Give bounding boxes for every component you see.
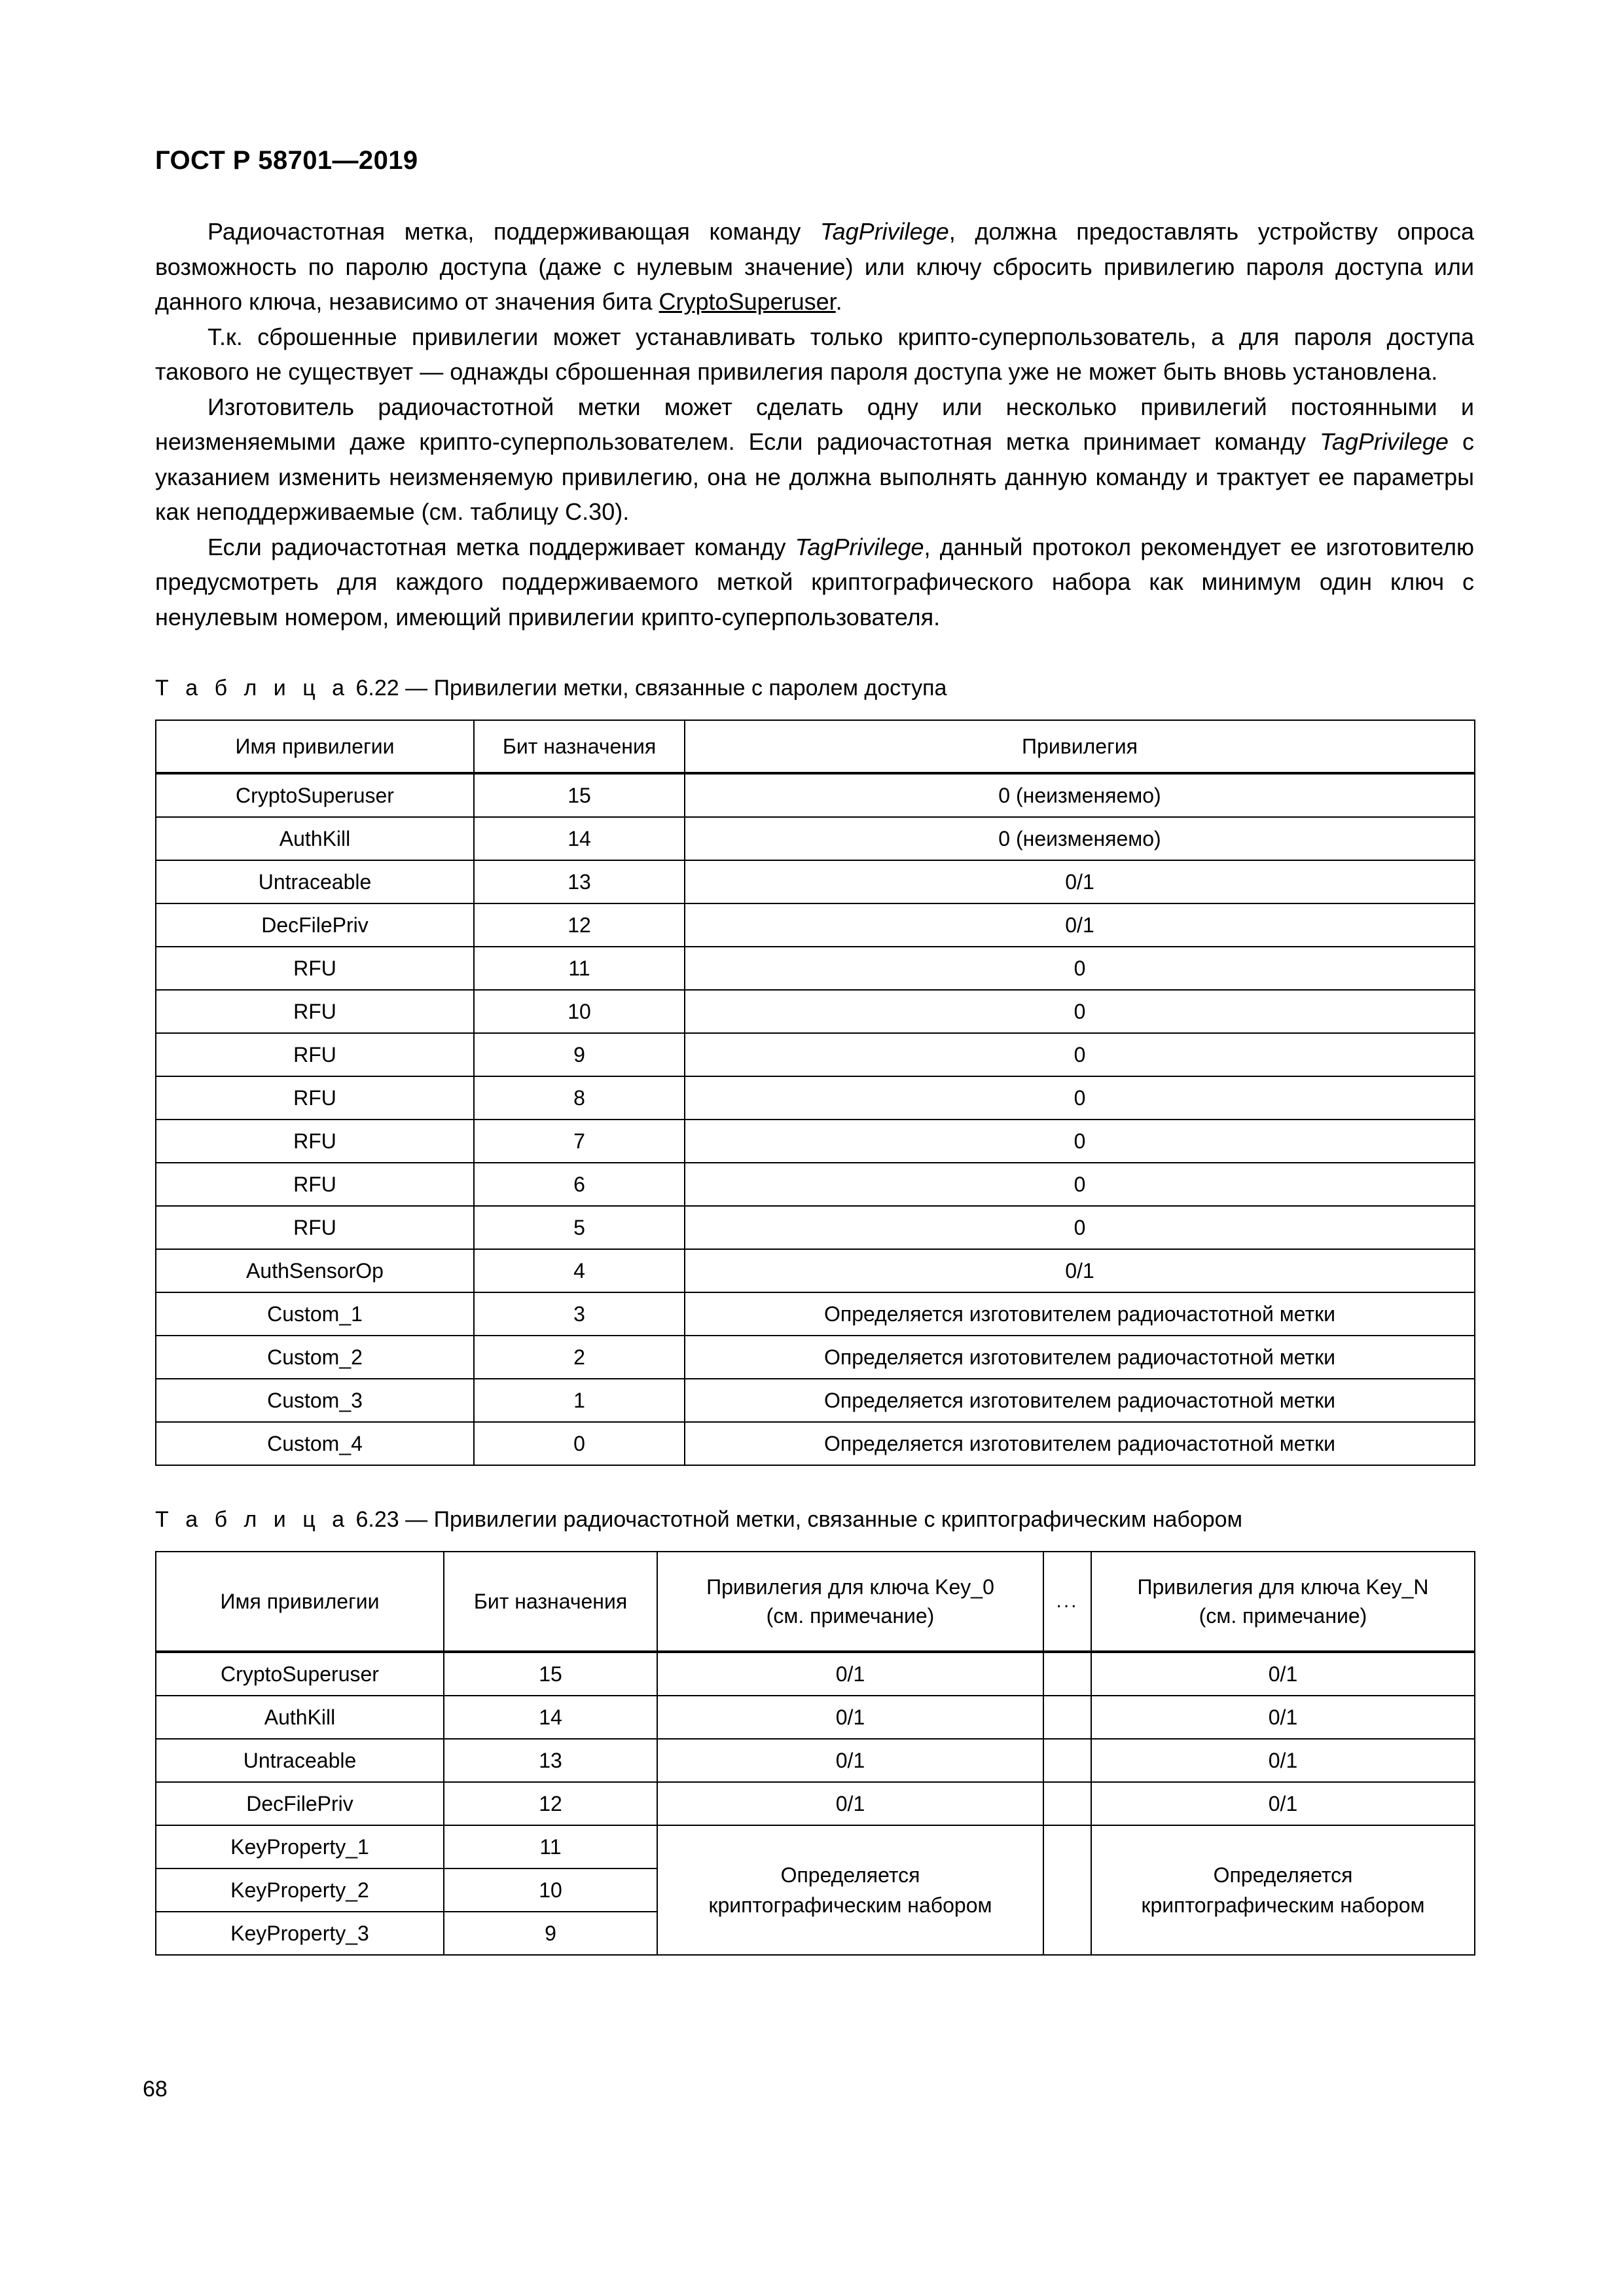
table-row: [156, 1292, 1475, 1336]
keyn-merged-value-cell: [1091, 1825, 1475, 1955]
privilege-value-cell: 0/1: [685, 1249, 1475, 1292]
bit-number-cell: 3: [474, 1292, 685, 1336]
privilege-name-cell: KeyProperty_1: [156, 1825, 444, 1868]
privilege-name-cell: CryptoSuperuser: [156, 773, 474, 817]
key0-value-cell: 0/1: [657, 1782, 1043, 1825]
table-623-caption-label: Т а б л и ц а: [155, 1507, 350, 1532]
privilege-name-cell: CryptoSuperuser: [156, 1652, 444, 1696]
bit-number-cell: 7: [474, 1120, 685, 1163]
privilege-name-cell: RFU: [156, 990, 474, 1033]
key0-merged-line1: Определяется: [780, 1863, 920, 1887]
privilege-name-cell: Custom_3: [156, 1379, 474, 1422]
privilege-value-cell: 0 (неизменяемо): [685, 773, 1475, 817]
ellipsis-spacer-cell: [1043, 1739, 1091, 1782]
table-623-header-key0: [657, 1552, 1043, 1652]
privilege-name-cell: DecFilePriv: [156, 1782, 444, 1825]
privilege-value-cell: 0: [685, 1076, 1475, 1120]
table-row: [156, 1739, 1475, 1782]
table-row: [156, 903, 1475, 947]
keyn-value-cell: 0/1: [1091, 1696, 1475, 1739]
table-622-caption-number: 6.22: [355, 676, 399, 701]
table-row: [156, 1249, 1475, 1292]
text-run: , должна предоставлять устройству опроса возможность по паролю доступа (даже с нулевым значение) или ключу сбросить привилегию пароля доступа или данного ключа, независимо от значения бита: [155, 218, 1475, 315]
bit-number-cell: 10: [474, 990, 685, 1033]
bit-number-cell: 14: [444, 1696, 657, 1739]
table-row: [156, 947, 1475, 990]
privilege-name-cell: RFU: [156, 1163, 474, 1206]
table-row: [156, 860, 1475, 903]
command-name-italic: TagPrivilege: [1320, 428, 1449, 455]
page-number: 68: [143, 2077, 168, 2102]
table-row: [156, 1120, 1475, 1163]
table-row: [156, 1206, 1475, 1249]
bit-number-cell: 15: [474, 773, 685, 817]
ellipsis-spacer-cell: [1043, 1782, 1091, 1825]
table-623-header-keyn-line2: (см. примечание): [1199, 1604, 1367, 1628]
bit-number-cell: 4: [474, 1249, 685, 1292]
text-run: с указанием изменить неизменяемую привилегию, она не должна выполнять данную команду и трактует ее параметры как неподдерживаемые (см. таблицу С.30).: [155, 428, 1474, 525]
privilege-name-cell: DecFilePriv: [156, 903, 474, 947]
bit-number-cell: 6: [474, 1163, 685, 1206]
privilege-name-cell: Custom_2: [156, 1336, 474, 1379]
body-text: [155, 214, 1474, 634]
table-622-caption-text: — Привилегии метки, связанные с паролем доступа: [405, 676, 947, 701]
privilege-value-cell: Определяется изготовителем радиочастотной метки: [685, 1422, 1475, 1465]
ellipsis-spacer-cell: [1043, 1652, 1091, 1696]
privilege-name-cell: Untraceable: [156, 1739, 444, 1782]
table-row: [156, 1782, 1475, 1825]
keyn-merged-line1: Определяется: [1213, 1863, 1353, 1887]
table-623-header-bit: Бит назначения: [444, 1552, 657, 1652]
table-622-header-privilege: Привилегия: [685, 720, 1475, 773]
table-623-header-key0-line2: (см. примечание): [766, 1604, 935, 1628]
bit-number-cell: 11: [444, 1825, 657, 1868]
privilege-name-cell: Custom_4: [156, 1422, 474, 1465]
bit-number-cell: 11: [474, 947, 685, 990]
privilege-name-cell: Untraceable: [156, 860, 474, 903]
table-623-caption-number: 6.23: [355, 1507, 399, 1532]
table-row: [156, 1336, 1475, 1379]
bit-number-cell: 14: [474, 817, 685, 860]
table-623-header-keyn-line1: Привилегия для ключа Key_N: [1137, 1575, 1429, 1599]
table-623-header-ellipsis: ...: [1043, 1552, 1091, 1652]
privilege-name-cell: AuthKill: [156, 817, 474, 860]
text-run: , данный протокол рекомендует ее изготовителю предусмотреть для каждого поддерживаемого меткой криптографического набора как минимум один ключ с ненулевым номером, имеющий привилегии крипто-суперпользователя.: [155, 533, 1474, 630]
text-run: Если радиочастотная метка поддерживает команду: [208, 533, 795, 560]
paragraph-3: [155, 390, 1474, 530]
key0-value-cell: 0/1: [657, 1696, 1043, 1739]
table-row: [156, 990, 1475, 1033]
keyn-value-cell: 0/1: [1091, 1739, 1475, 1782]
privilege-name-cell: KeyProperty_2: [156, 1868, 444, 1912]
table-row: [156, 1422, 1475, 1465]
table-623-header-row: [156, 1552, 1475, 1652]
bit-number-cell: 10: [444, 1868, 657, 1912]
table-row: [156, 817, 1475, 860]
key0-value-cell: 0/1: [657, 1652, 1043, 1696]
standard-number-header: ГОСТ Р 58701—2019: [155, 146, 418, 175]
table-row: [156, 1696, 1475, 1739]
bit-number-cell: 9: [444, 1912, 657, 1955]
privilege-name-cell: AuthSensorOp: [156, 1249, 474, 1292]
table-row: [156, 1076, 1475, 1120]
privilege-name-cell: AuthKill: [156, 1696, 444, 1739]
table-622: [155, 720, 1475, 1466]
privilege-name-cell: RFU: [156, 1076, 474, 1120]
table-622-header-name: Имя привилегии: [156, 720, 474, 773]
bit-number-cell: 13: [444, 1739, 657, 1782]
table-623-header-name: Имя привилегии: [156, 1552, 444, 1652]
bit-name-underline: CryptoSuperuser: [659, 288, 836, 315]
privilege-name-cell: RFU: [156, 1206, 474, 1249]
paragraph-2: [155, 319, 1474, 390]
text-run: Т.к. сброшенные привилегии может устанавливать только крипто-суперпользователь, а для пароля доступа такового не существует — однажды сброшенная привилегия пароля доступа уже не может быть вновь установлена.: [155, 323, 1474, 385]
table-623-caption-text: — Привилегии радиочастотной метки, связанные с криптографическим набором: [405, 1507, 1242, 1532]
key0-merged-line2: криптографическим набором: [708, 1893, 992, 1917]
privilege-value-cell: 0: [685, 1120, 1475, 1163]
paragraph-4: [155, 530, 1474, 635]
privilege-value-cell: 0: [685, 1033, 1475, 1076]
privilege-name-cell: RFU: [156, 1120, 474, 1163]
key0-merged-value-cell: [657, 1825, 1043, 1955]
command-name-italic: TagPrivilege: [820, 218, 949, 245]
bit-number-cell: 8: [474, 1076, 685, 1120]
ellipsis-spacer-cell: [1043, 1696, 1091, 1739]
privilege-name-cell: Custom_1: [156, 1292, 474, 1336]
command-name-italic: TagPrivilege: [795, 533, 924, 560]
table-623-header-key0-line1: Привилегия для ключа Key_0: [706, 1575, 994, 1599]
table-622-header-bit: Бит назначения: [474, 720, 685, 773]
bit-number-cell: 9: [474, 1033, 685, 1076]
key0-value-cell: 0/1: [657, 1739, 1043, 1782]
bit-number-cell: 2: [474, 1336, 685, 1379]
text-run: .: [835, 288, 842, 315]
table-622-body: [156, 773, 1475, 1465]
privilege-value-cell: 0 (неизменяемо): [685, 817, 1475, 860]
privilege-value-cell: 0: [685, 990, 1475, 1033]
table-623-caption: [155, 1505, 1474, 1534]
paragraph-1: [155, 214, 1474, 319]
bit-number-cell: 12: [474, 903, 685, 947]
keyn-merged-line2: криптографическим набором: [1141, 1893, 1425, 1917]
text-run: Изготовитель радиочастотной метки может сделать одну или несколько привилегий постоянными и неизменяемыми даже крипто-суперпользователем. Если радиочастотная метка принимает команду: [155, 393, 1474, 455]
table-row: [156, 773, 1475, 817]
bit-number-cell: 1: [474, 1379, 685, 1422]
table-row: [156, 1033, 1475, 1076]
keyn-value-cell: 0/1: [1091, 1652, 1475, 1696]
privilege-value-cell: 0/1: [685, 903, 1475, 947]
table-623: [155, 1551, 1475, 1956]
privilege-value-cell: 0: [685, 947, 1475, 990]
table-row: [156, 1825, 1475, 1868]
page-content: [155, 147, 1474, 1956]
table-622-header-row: [156, 720, 1475, 773]
bit-number-cell: 12: [444, 1782, 657, 1825]
keyn-value-cell: 0/1: [1091, 1782, 1475, 1825]
privilege-name-cell: KeyProperty_3: [156, 1912, 444, 1955]
table-row: [156, 1379, 1475, 1422]
privilege-value-cell: Определяется изготовителем радиочастотной метки: [685, 1336, 1475, 1379]
bit-number-cell: 13: [474, 860, 685, 903]
table-623-body: [156, 1652, 1475, 1955]
privilege-name-cell: RFU: [156, 947, 474, 990]
bit-number-cell: 15: [444, 1652, 657, 1696]
privilege-value-cell: 0: [685, 1163, 1475, 1206]
table-row: [156, 1652, 1475, 1696]
text-run: Радиочастотная метка, поддерживающая команду: [208, 218, 820, 245]
privilege-value-cell: 0/1: [685, 860, 1475, 903]
table-row: [156, 1163, 1475, 1206]
privilege-name-cell: RFU: [156, 1033, 474, 1076]
bit-number-cell: 0: [474, 1422, 685, 1465]
privilege-value-cell: 0: [685, 1206, 1475, 1249]
bit-number-cell: 5: [474, 1206, 685, 1249]
ellipsis-spacer-cell: [1043, 1825, 1091, 1955]
privilege-value-cell: Определяется изготовителем радиочастотной метки: [685, 1379, 1475, 1422]
table-622-caption-label: Т а б л и ц а: [155, 676, 350, 701]
table-622-caption: [155, 674, 1474, 702]
table-623-header-keyn: [1091, 1552, 1475, 1652]
privilege-value-cell: Определяется изготовителем радиочастотной метки: [685, 1292, 1475, 1336]
